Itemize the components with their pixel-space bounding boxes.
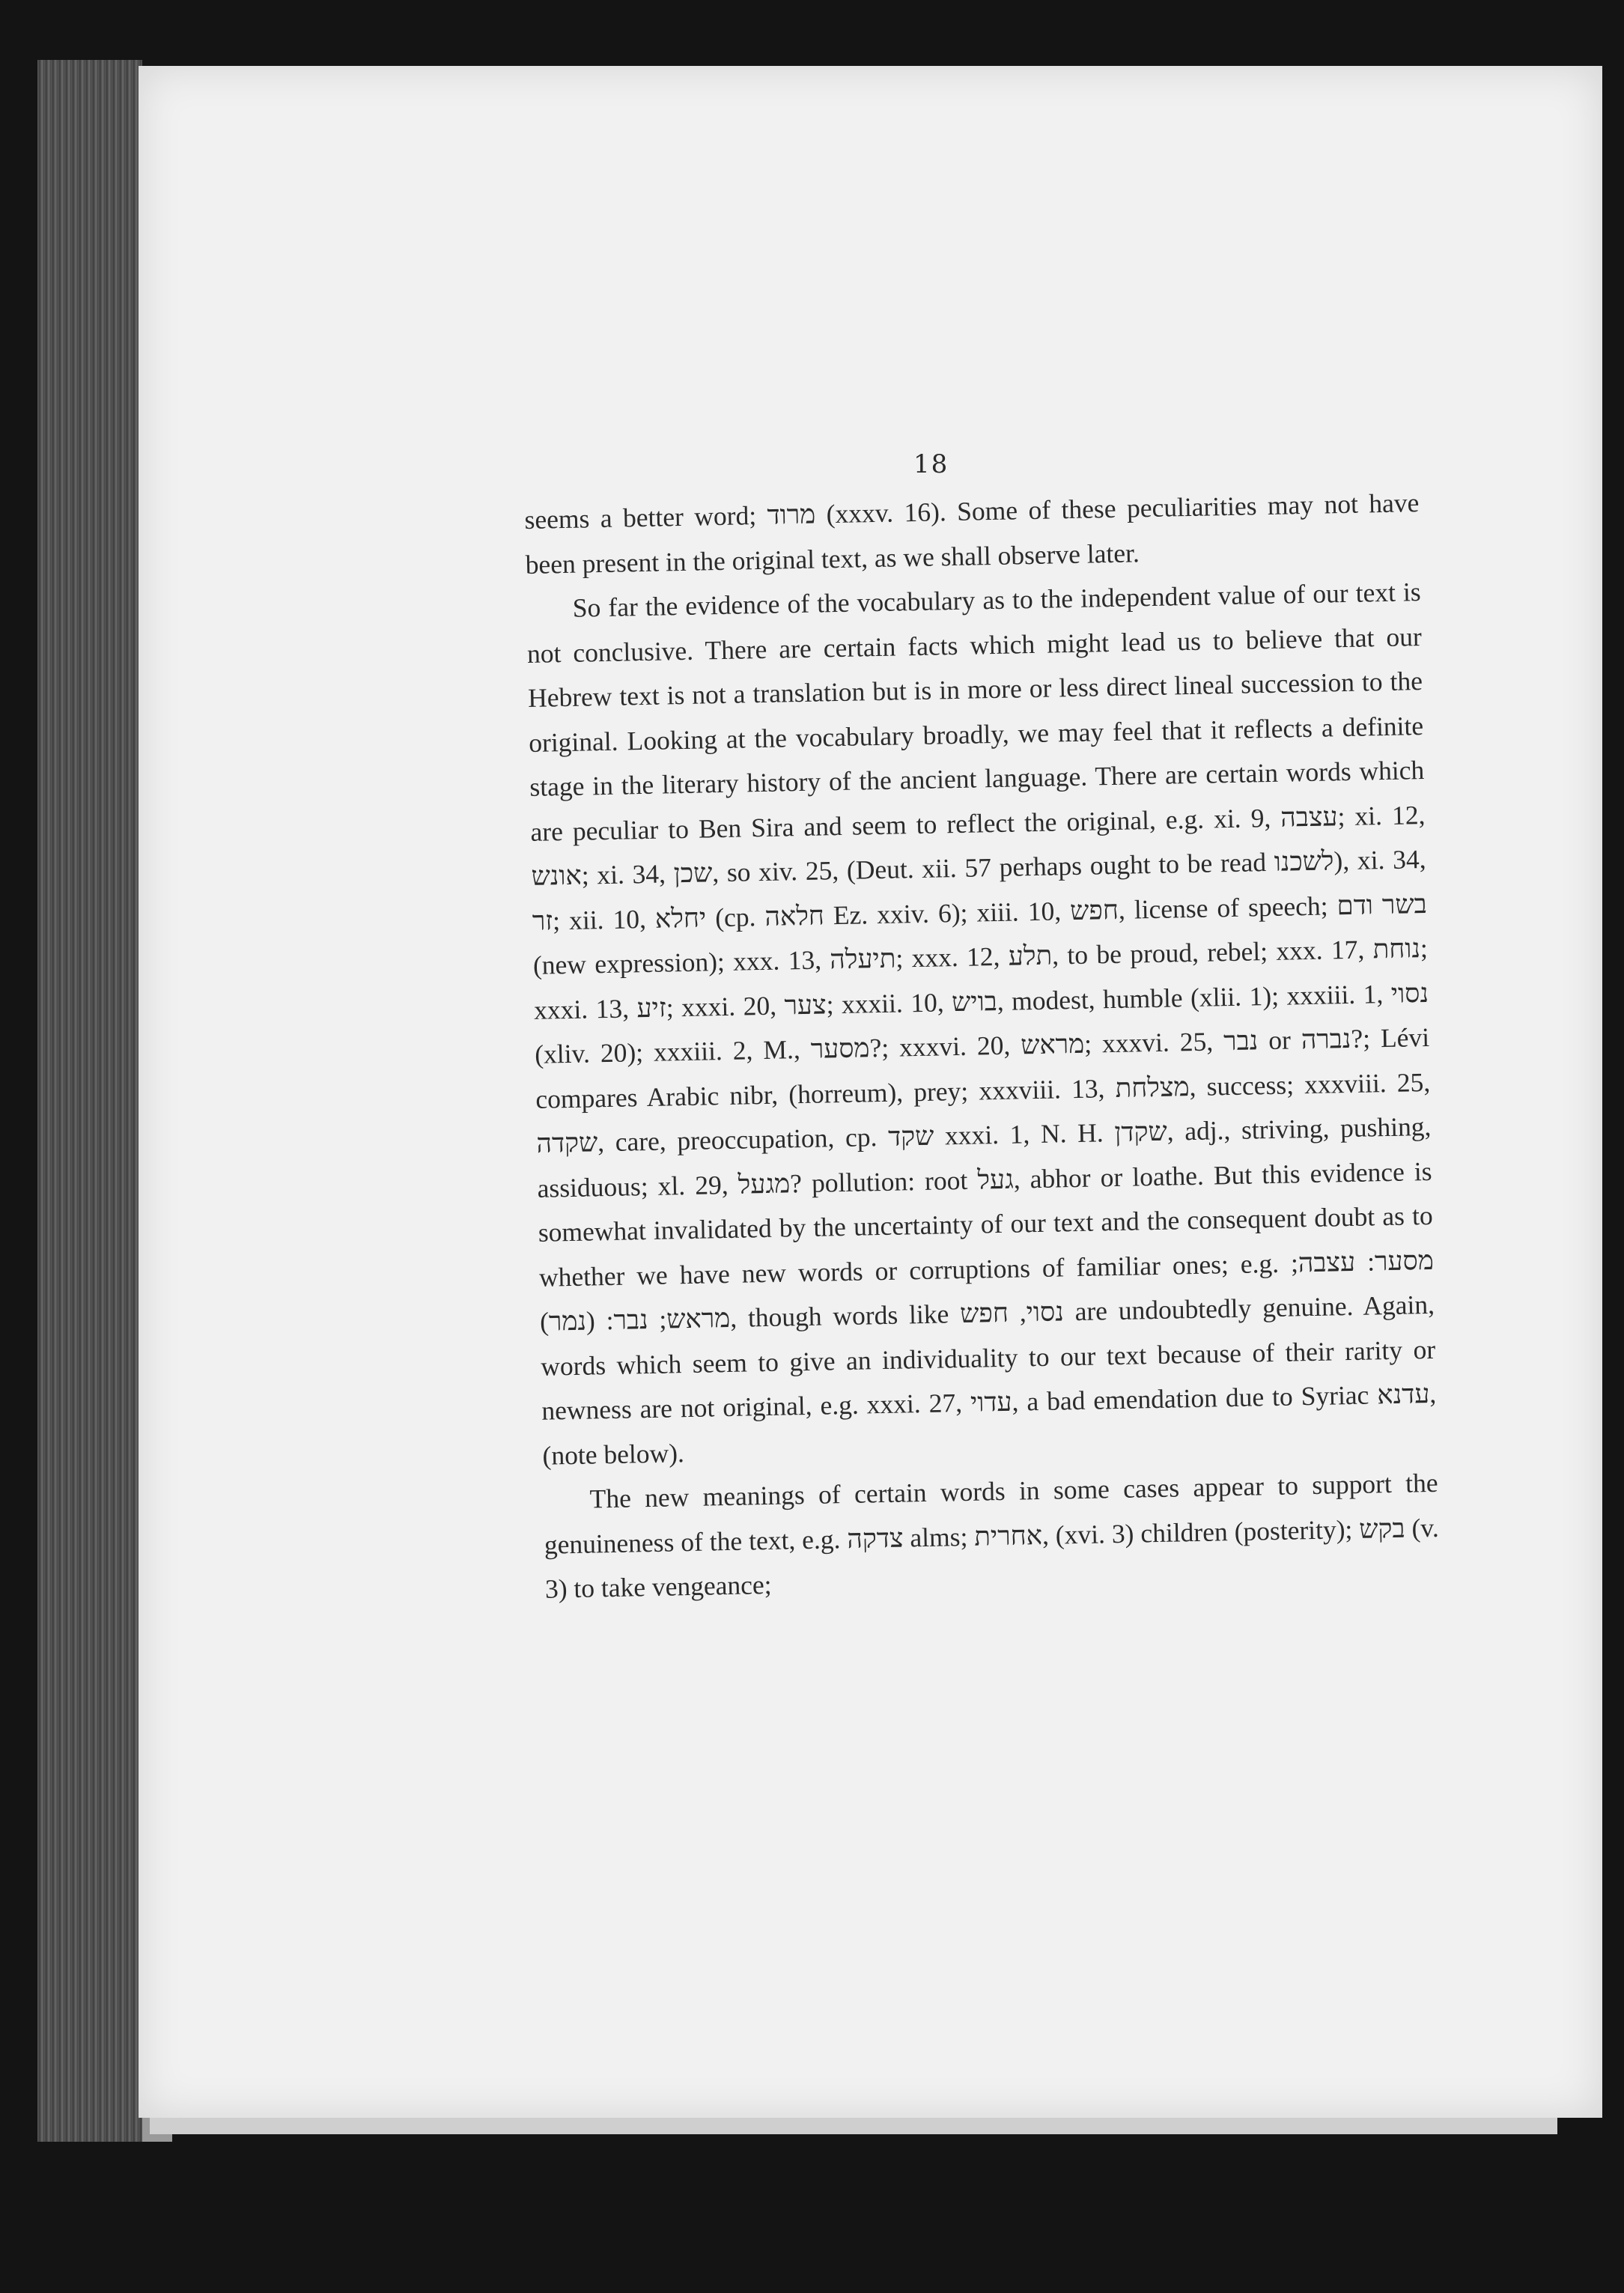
paragraph-continuation: seems a better word; מרוד (xxxv. 16). Some of these peculiarities may not have been present in the original text, as we shall observe later. — [524, 488, 1420, 580]
book-spine — [37, 60, 142, 2142]
body-text — [524, 481, 1440, 1612]
paragraph-new-meanings: The new meanings of certain words in some cases appear to support the genuineness of the text, e.g. צדקה alms; אחרית, (xvi. 3) children (posterity); בקש (v. 3) to take vengeance; — [544, 1467, 1439, 1604]
paragraph-vocabulary-evidence: So far the evidence of the vocabulary as to the independent value of our text is not conclusive. There are certain facts which might lead us to believe that our Hebrew text is not a translation but is in more or less direct lineal succession to the original. Looking at the vocabulary broadly, we may feel that it reflects a definite stage in the literary history of the ancient language. There are certain words which are peculiar to Ben Sira and seem to reflect the original, e.g. xi. 9, עצבה; xi. 12, אונש; xi. 34, שכן, so xiv. 25, (Deut. xii. 57 perhaps ought to be read לשכנו), xi. 34, זר; xii. 10, יחלא (cp. חלאה Ez. xxiv. 6); xiii. 10, חפש, license of speech; בשר ודם (new expression); xxx. 13, תיעלה; xxx. 12, תלע, to be proud, rebel; xxx. 17, נוחת; xxxi. 13, זיע; xxxi. 20, צער; xxxii. 10, בויש, modest, humble (xlii. 1); xxxiii. 1, נסוי (xliv. 20); xxxiii. 2, M., מסער?; xxxvi. 20, מראש; xxxvi. 25, נבר or נברה?; Lévi compares Arabic nibr, (horreum), prey; xxxviii. 13, מצלחת, success; xxxviii. 25, שקדה, care, preoccupation, cp. שקד xxxi. 1, N. H. שקדן, adj., striving, pushing, assiduous; xl. 29, מגעל? pollution: root געל, abhor or loathe. But this evidence is somewhat invalidated by the uncertainty of our text and the consequent doubt as to whether we have new words or corruptions of familiar ones; e.g. מסער: עצבה; מראש; נבר: (נמר), though words like נסוי, חפש are undoubtedly genuine. Again, words which seem to give an individuality to our text because of their rarity or newness are not original, e.g. xxxi. 27, עדוי, a bad emendation due to Syriac עדנא, (note below). — [526, 577, 1437, 1471]
page-number: 18 — [913, 449, 949, 479]
